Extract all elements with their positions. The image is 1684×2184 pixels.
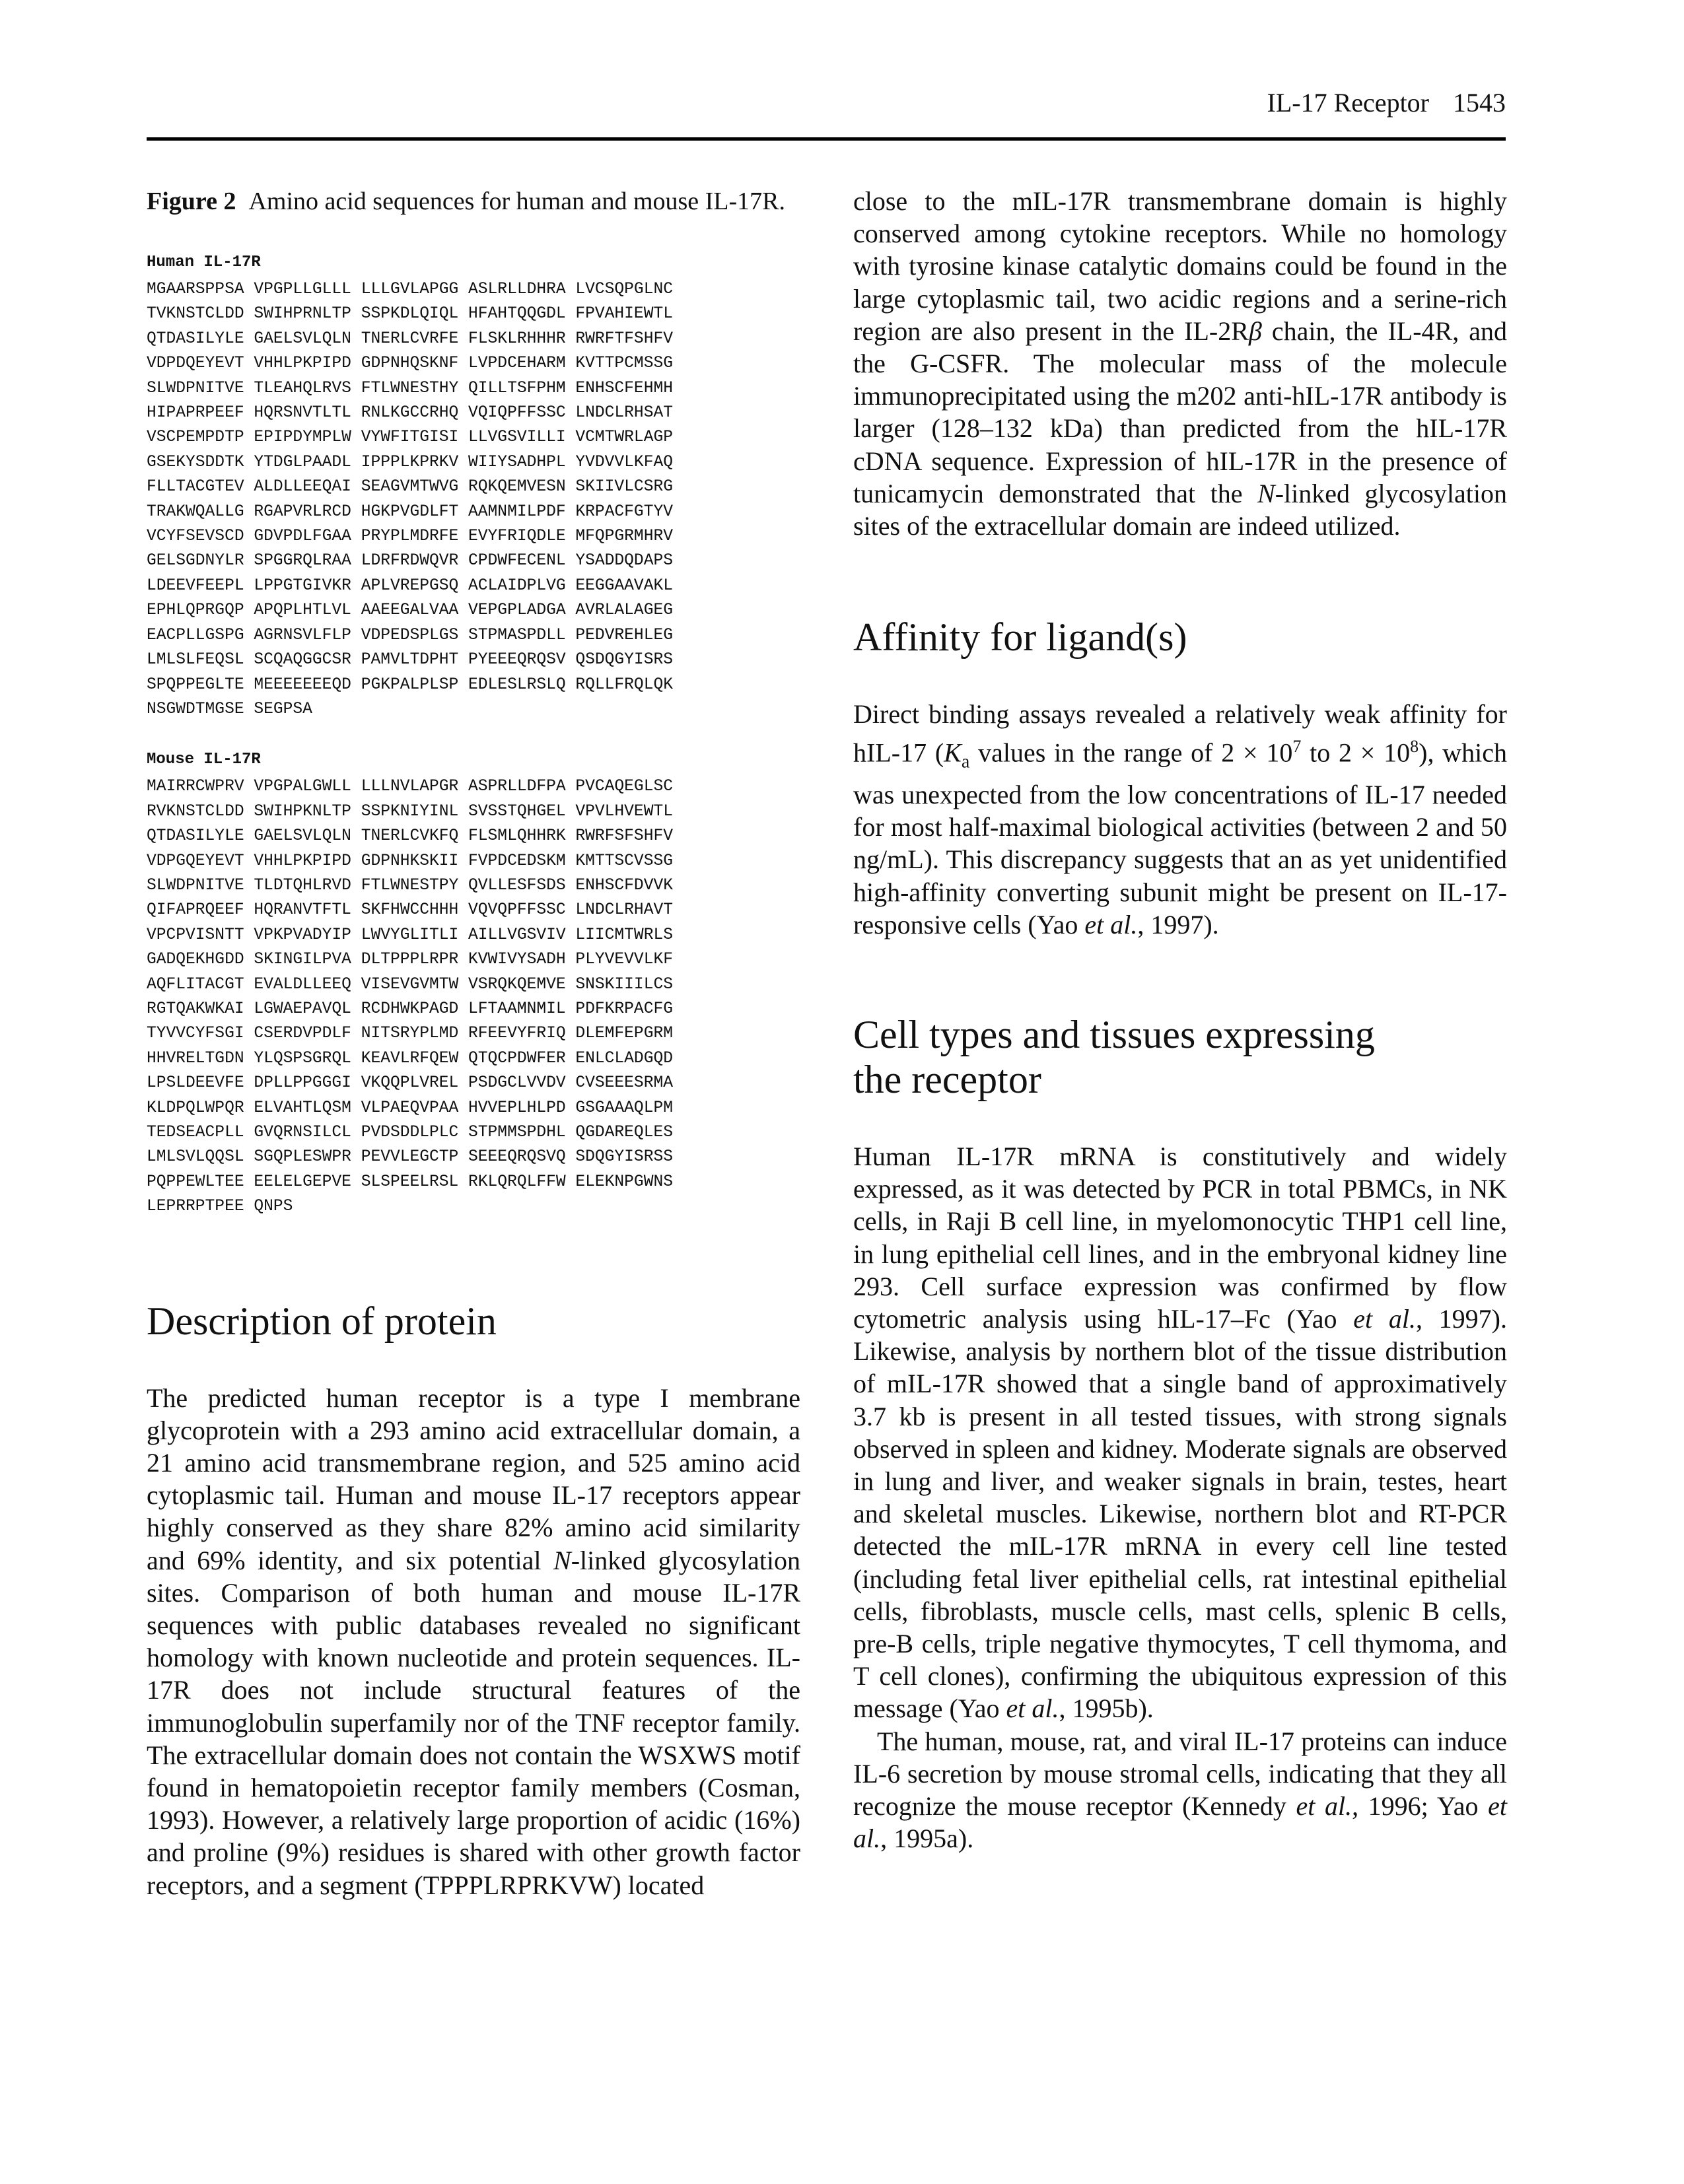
affinity-paragraph xyxy=(853,698,1507,941)
italic-k: K xyxy=(944,737,962,768)
text-run: ), which was unexpected from the low concentrations of IL-17 needed for most half-maximal biological activities (between 2 and 50 ng/mL). This discrepancy suggests that an as yet unidentified high-affinity converting subunit might be present on IL-17-responsive cells (Yao xyxy=(853,737,1508,939)
mouse-sequence-title: Mouse IL-17R xyxy=(147,751,261,769)
text-run: -linked glycosylation sites of the extracellular domain are indeed utilized. xyxy=(853,478,1507,541)
sequence-line: TRAKWQALLG RGAPVRLRCD HGKPVGDLFT AAMNMILPDF KRPACFGTYV xyxy=(147,502,673,521)
heading-line: Cell types and tissues expressing xyxy=(853,1012,1375,1056)
sequence-line: VDPDQEYEVT VHHLPKPIPD GDPNHQSKNF LVPDCEHARM KVTTPCMSSG xyxy=(147,355,673,373)
text-run: Direct binding assays revealed a relatively weak affinity for hIL-17 ( xyxy=(853,699,1507,768)
sequence-line: RVKNSTCLDD SWIHPKNLTP SSPKNIYINL SVSSTQHGEL VPVLHVEWTL xyxy=(147,802,673,821)
cell-types-paragraph-2 xyxy=(853,1725,1507,1855)
sequence-line: SLWDPNITVE TLDTQHLRVD FTLWNESTPY QVLLESFSDS ENHSCFDVVK xyxy=(147,876,673,895)
figure-label: Figure 2 xyxy=(147,188,236,215)
text-run: The predicted human receptor is a type I membrane glycoprotein with a 293 amino acid extracellular domain, a 21 amino acid transmembrane region, and 525 amino acid cytoplasmic tail. Human and mouse IL-17 receptors appear highly conserved as they share 82% amino acid similarity and 69% identity, and six potential xyxy=(147,1382,800,1575)
sequence-line: LMLSVLQQSL SGQPLESWPR PEVVLEGCTP SEEEQRQSVQ SDQGYISRSS xyxy=(147,1148,673,1167)
sequence-line: VCYFSEVSCD GDVPDLFGAA PRYPLMDRFE EVYFRIQDLE MFQPGRMHRV xyxy=(147,528,673,546)
sequence-line: TYVVCYFSGI CSERDVPDLF NITSRYPLMD RFEEVYFRIQ DLEMFEPGRM xyxy=(147,1025,673,1043)
header-rule xyxy=(147,137,1506,141)
sequence-line: VDPGQEYEVT VHHLPKPIPD GDPNHKSKII FVPDCEDSKM KMTTSCVSSG xyxy=(147,852,673,870)
italic-et-al: et al. xyxy=(1296,1791,1352,1822)
sequence-line: TEDSEACPLL GVQRNSILCL PVDSDDLPLC STPMMSPDHL QGDAREQLES xyxy=(147,1124,673,1142)
text-run: The human, mouse, rat, and viral IL-17 proteins can induce IL-6 secretion by mouse stromal cells, indicating that they all recognize the mouse receptor (Kennedy xyxy=(853,1726,1507,1822)
italic-et-al: et al. xyxy=(1006,1693,1059,1724)
sequence-line: QTDASILYLE GAELSVLQLN TNERLCVKFQ FLSMLQHHRK RWRFSFSHFV xyxy=(147,827,673,846)
running-head xyxy=(1267,87,1506,118)
italic-beta: β xyxy=(1248,316,1262,346)
right-column xyxy=(853,185,1507,1855)
sequence-line: LPSLDEEVFE DPLLPPGGGI VKQQPLVREL PSDGCLVVDV CVSEEESRMA xyxy=(147,1074,673,1093)
sequence-line: EACPLLGSPG AGRNSVLFLP VDPEDSPLGS STPMASPDLL PEDVREHLEG xyxy=(147,626,673,644)
superscript-7: 7 xyxy=(1292,737,1302,757)
text-run: , 1997). xyxy=(1137,909,1219,939)
sequence-line: VSCPEMPDTP EPIPDYMPLW VYWFITGISI LLVGSVILLI VCMTWRLAGP xyxy=(147,428,673,447)
sequence-line: VPCPVISNTT VPKPVADYIP LWVYGLITLI AILLVGSVIV LIICMTWRLS xyxy=(147,926,673,944)
section-heading-affinity: Affinity for ligand(s) xyxy=(853,615,1187,660)
text-run: Human IL-17R mRNA is constitutively and widely expressed, as it was detected by PCR in total PBMCs, in NK cells, in Raji B cell line, in myelomonocytic THP1 cell line, in lung epithelial cell lines, and in the embryonal kidney line 293. Cell surface expression was confirmed by flow cytometric analysis using hIL-17–Fc (Yao xyxy=(853,1141,1507,1334)
cell-types-paragraph-1 xyxy=(853,1140,1507,1725)
italic-n: N xyxy=(553,1545,571,1575)
text-run: values in the range of 2 × 10 xyxy=(969,737,1293,768)
running-title: IL-17 Receptor xyxy=(1267,88,1429,118)
italic-et-al: et al. xyxy=(1353,1304,1416,1334)
sequence-line: MAIRRCWPRV VPGPALGWLL LLLNVLAPGR ASPRLLDFPA PVCAQEGLSC xyxy=(147,778,673,796)
sequence-line: LEPRRPTPEE QNPS xyxy=(147,1198,293,1216)
text-run: -linked glycosylation sites. Comparison of both human and mouse IL-17R sequences with public databases revealed no significant homology with known nucleotide and protein sequences. IL-17R does not include structural features of the immunoglobulin superfamily nor of the TNF receptor family. The extracellular domain does not contain the WSXWS motif found in hematopoietin receptor family members (Cosman, 1993). However, a relatively large proportion of acidic (16%) and proline (9%) residues is shared with other growth factor receptors, and a segment (TPPPLRPRKVW) located xyxy=(147,1545,801,1900)
sequence-line: PQPPEWLTEE EELELGEPVE SLSPEELRSL RKLQRQLFFW ELEKNPGWNS xyxy=(147,1173,673,1191)
sequence-line: EPHLQPRGQP APQPLHTLVL AAEEGALVAA VEPGPLADGA AVRLALAGEG xyxy=(147,601,673,620)
sequence-line: QTDASILYLE GAELSVLQLN TNERLCVRFE FLSKLRHHHR RWRFTFSHFV xyxy=(147,329,673,348)
figure-caption-text: Amino acid sequences for human and mouse IL-17R. xyxy=(248,188,786,215)
sequence-line: LDEEVFEEPL LPPGTGIVKR APLVREPGSQ ACLAIDPLVG EEGGAAVAKL xyxy=(147,576,673,595)
text-run: , 1997). Likewise, analysis by northern blot of the tissue distribution of mIL-17R showed that a single band of approximatively 3.7 kb is present in all tested tissues, with strong signals observed in spleen and kidney. Moderate signals are observed in lung and liver, and weaker signals in brain, testes, heart and skeletal muscles. Likewise, northern blot and RT-PCR detected the mIL-17R mRNA in every cell line tested (including fetal liver epithelial cells, rat intestinal epithelial cells, fibroblasts, muscle cells, mast cells, splenic B cells, pre-B cells, triple negative thymocytes, T cell thymoma, and T cell clones), confirming the ubiquitous expression of this message (Yao xyxy=(853,1304,1507,1724)
sequence-line: GELSGDNYLR SPGGRQLRAA LDRFRDWQVR CPDWFECENL YSADDQDAPS xyxy=(147,552,673,570)
sequence-line: KLDPQLWPQR ELVAHTLQSM VLPAEQVPAA HVVEPLHLPD GSGAAAQLPM xyxy=(147,1099,673,1117)
sequence-line: QIFAPRQEEF HQRANVTFTL SKFHWCCHHH VQVQPFFSSC LNDCLRHAVT xyxy=(147,901,673,920)
sequence-line: HHVRELTGDN YLQSPSGRQL KEAVLRFQEW QTQCPDWFER ENLCLADGQD xyxy=(147,1049,673,1068)
description-paragraph xyxy=(147,1382,800,1901)
sequence-line: GSEKYSDDTK YTDGLPAADL IPPPLKPRKV WIIYSADHPL YVDVVLKFAQ xyxy=(147,453,673,471)
italic-et-al: et al. xyxy=(1084,909,1138,939)
text-run: , 1995a). xyxy=(880,1824,974,1854)
sequence-line: SPQPPEGLTE MEEEEEEEQD PGKPALPLSP EDLESLRSLQ RQLLFRQLQK xyxy=(147,675,673,694)
italic-n: N xyxy=(1257,478,1275,508)
sequence-line: NSGWDTMGSE SEGPSA xyxy=(147,700,312,718)
sequence-line: LMLSLFEQSL SCQAQGGCSR PAMVLTDPHT PYEEEQRQSV QSDQGYISRS xyxy=(147,651,673,669)
mouse-sequence-block xyxy=(147,748,800,1219)
left-column xyxy=(147,185,800,1901)
sequence-line: SLWDPNITVE TLEAHQLRVS FTLWNESTHY QILLTSFPHM ENHSCFEHMH xyxy=(147,379,673,397)
human-sequence-title: Human IL-17R xyxy=(147,254,261,271)
heading-line: the receptor xyxy=(853,1057,1041,1101)
superscript-8: 8 xyxy=(1410,737,1419,757)
sequence-line: FLLTACGTEV ALDLLEEQAI SEAGVMTWVG RQKQEMVESN SKIIVLCSRG xyxy=(147,478,673,496)
sequence-line: AQFLITACGT EVALDLLEEQ VISEVGVMTW VSRQKQEMVE SNSKIIILCS xyxy=(147,975,673,994)
sequence-line: MGAARSPPSA VPGPLLGLLL LLLGVLAPGG ASLRLLDHRA LVCSQPGLNC xyxy=(147,281,673,298)
text-run: , 1995b). xyxy=(1059,1693,1154,1724)
description-continuation xyxy=(853,185,1507,542)
text-run: chain, the IL-4R, and the G-CSFR. The molecular mass of the molecule immunoprecipitated using the m202 anti-hIL-17R antibody is larger (128–132 kDa) than predicted from the hIL-17R cDNA sequence. Expression of hIL-17R in the presence of tunicamycin demonstrated that the xyxy=(853,316,1507,508)
sequence-line: RGTQAKWKAI LGWAEPAVQL RCDHWKPAGD LFTAAMNMIL PDFKRPACFG xyxy=(147,1000,673,1018)
sequence-line: HIPAPRPEEF HQRSNVTLTL RNLKGCCRHQ VQIQPFFSSC LNDCLRHSAT xyxy=(147,404,673,423)
section-heading-cell-types xyxy=(853,1012,1507,1102)
subscript-a: a xyxy=(961,751,970,772)
page-number: 1543 xyxy=(1453,88,1506,118)
text-run: to 2 × 10 xyxy=(1301,737,1411,768)
section-heading-description: Description of protein xyxy=(147,1299,497,1343)
sequence-line: GADQEKHGDD SKINGILPVA DLTPPPLRPR KVWIVYSADH PLYVEVVLKF xyxy=(147,951,673,969)
italic-et-al: et al. xyxy=(853,1791,1508,1854)
text-run: , 1996; Yao xyxy=(1352,1791,1489,1822)
text-run: close to the mIL-17R transmembrane domain is highly conserved among cytokine receptors. While no homology with tyrosine kinase catalytic domains could be found in the large cytoplasmic tail, two acidic regions and a serine-rich region are also present in the IL-2R xyxy=(853,186,1507,346)
figure-caption xyxy=(147,185,800,218)
sequence-line: TVKNSTCLDD SWIHPRNLTP SSPKDLQIQL HFAHTQQGDL FPVAHIEWTL xyxy=(147,305,673,324)
human-sequence-block xyxy=(147,251,800,722)
